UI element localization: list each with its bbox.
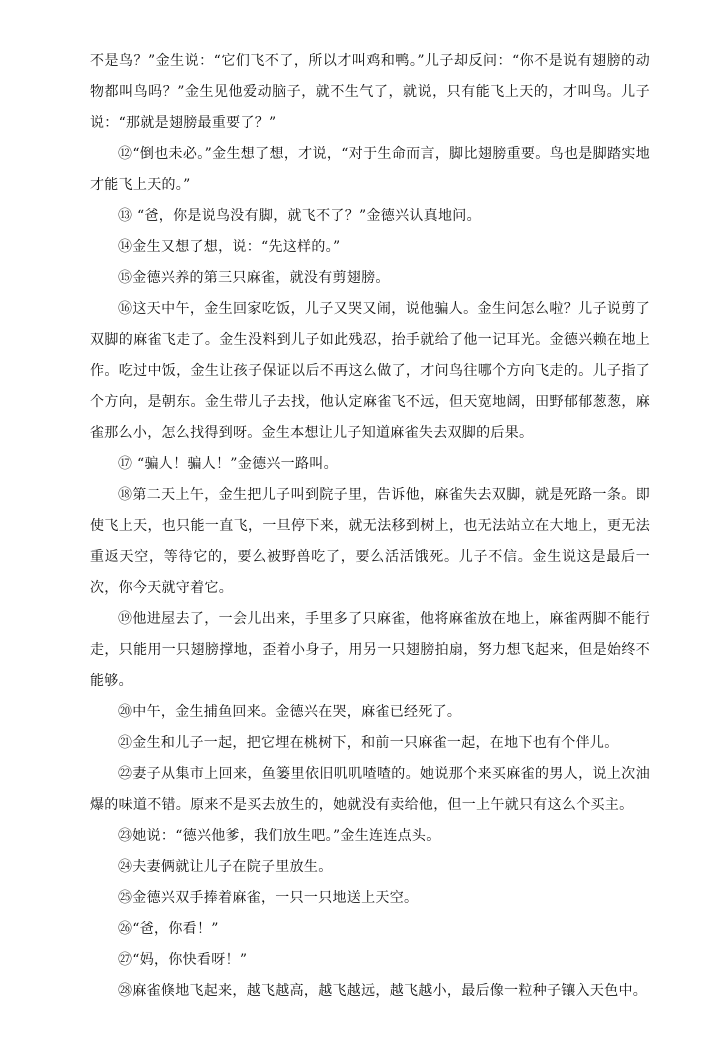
paragraph-23: ㉓她说：“德兴他爹，我们放生吧。”金生连连点头。: [118, 828, 441, 844]
paragraph-14: ⑭金生又想了想，说：“先这样的。”: [118, 239, 341, 255]
paragraph-22: ㉒妻子从集市上回来，鱼篓里依旧叽叽喳喳的。她说那个来买麻雀的男人，说上次油爆的味道不错。原来不是买去放生的，她就没有卖给他，但一上午就只有这么个买主。: [90, 766, 650, 813]
paragraph-24: ㉔夫妻俩就让儿子在院子里放生。: [118, 859, 333, 875]
paragraph-continued: 不是鸟？”金生说：“它们飞不了，所以才叫鸡和鸭。”儿子却反问：“你不是说有翅膀的动物都叫鸟吗？”金生见他爱动脑子，就不生气了，就说，只有能飞上天的，才叫鸟。儿子说：“那就是翅膀最重要了？”: [90, 53, 650, 131]
paragraph-13: ⑬ “爸，你是说鸟没有脚，就飞不了？”金德兴认真地问。: [118, 208, 481, 224]
paragraph-16: ⑯这天中午，金生回家吃饭，儿子又哭又闹，说他骗人。金生问怎么啦？儿子说剪了双脚的麻雀飞走了。金生没料到儿子如此残忍，抬手就给了他一记耳光。金德兴赖在地上作。吃过中饭，金生让孩子保证以后不再这么做了，才问鸟往哪个方向飞走的。儿子指了个方向，是朝东。金生带儿子去找，他认定麻雀飞不远，但天宽地阔，田野郁郁葱葱，麻雀那么小，怎么找得到呀。金生本想让儿子知道麻雀失去双脚的后果。: [90, 301, 650, 441]
paragraph-15: ⑮金德兴养的第三只麻雀，就没有剪翅膀。: [118, 270, 390, 286]
paragraph-28: ㉘麻雀倏地飞起来，越飞越高，越飞越远，越飞越小，最后像一粒种子镶入天色中。: [118, 983, 648, 999]
paragraph-27: ㉗“妈，你快看呀！”: [118, 952, 248, 968]
paragraph-20: ⑳中午，金生捕鱼回来。金德兴在哭，麻雀已经死了。: [118, 704, 462, 720]
paragraph-18: ⑱第二天上午，金生把儿子叫到院子里，告诉他，麻雀失去双脚，就是死路一条。即使飞上天，也只能一直飞，一旦停下来，就无法移到树上，也无法站立在大地上，更无法重返天空，等待它的，要么被野兽吃了，要么活活饿死。儿子不信。金生说这是最后一次，你今天就守着它。: [90, 487, 650, 596]
paragraph-21: ㉑金生和儿子一起，把它埋在桃树下，和前一只麻雀一起，在地下也有个伴儿。: [118, 735, 619, 751]
paragraph-12: ⑫“倒也未必。”金生想了想，才说，“对于生命而言，脚比翅膀重要。鸟也是脚踏实地才能飞上天的。”: [90, 146, 650, 193]
paragraph-17: ⑰ “骗人！骗人！”金德兴一路叫。: [118, 456, 338, 472]
paragraph-26: ㉖“爸，你看！”: [118, 921, 219, 937]
paragraph-25: ㉕金德兴双手捧着麻雀，一只一只地送上天空。: [118, 890, 419, 906]
paragraph-19: ⑲他进屋去了，一会儿出来，手里多了只麻雀，他将麻雀放在地上，麻雀两脚不能行走，只能用一只翅膀撑地，歪着小身子，用另一只翅膀拍扇，努力想飞起来，但是始终不能够。: [90, 611, 650, 689]
story-text: [90, 46, 650, 1007]
